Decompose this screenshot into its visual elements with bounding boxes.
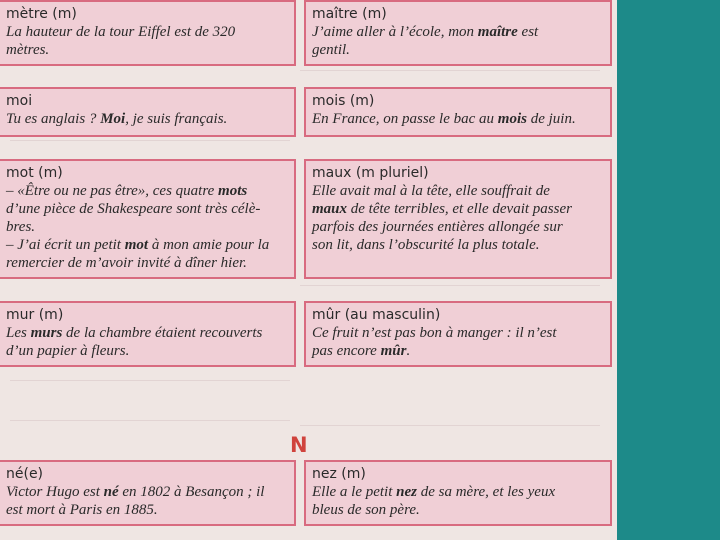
entry-keyword: maux	[312, 201, 348, 217]
entry-example-line: – «Être ou ne pas être», ces quatre mots	[6, 183, 248, 199]
entry-headword: mois (m)	[312, 93, 375, 109]
entry-card-ne	[0, 460, 296, 526]
teal-side-panel	[617, 0, 720, 540]
entry-example-line: – J’ai écrit un petit mot à mon amie pour la	[6, 237, 270, 253]
entry-example-line: est mort à Paris en 1885.	[6, 502, 158, 518]
entry-card-mois	[304, 87, 612, 137]
entry-example-line: Elle avait mal à la tête, elle souffrait de	[312, 183, 550, 199]
entry-keyword: né	[103, 484, 119, 500]
entry-example-line: La hauteur de la tour Eiffel est de 320	[6, 24, 236, 40]
entry-card-maux	[304, 159, 612, 279]
entry-headword: mûr (au masculin)	[312, 307, 441, 323]
section-letter: N	[290, 433, 308, 457]
entry-example-line: Ce fruit n’est pas bon à manger : il n’est	[312, 325, 557, 341]
entry-example-line: Elle a le petit nez de sa mère, et les yeux	[312, 484, 556, 500]
entry-example-line: remercier de m’avoir invité à dîner hier.	[6, 255, 247, 271]
entry-keyword: mûr	[380, 343, 407, 359]
entry-keyword: mot	[124, 237, 149, 253]
entry-headword: mètre (m)	[6, 6, 77, 22]
entry-example-line: En France, on passe le bac au mois de juin.	[312, 111, 576, 127]
entry-headword: né(e)	[6, 466, 44, 482]
entry-card-mur	[0, 301, 296, 367]
entry-headword: mur (m)	[6, 307, 64, 323]
entry-keyword: maître	[477, 24, 518, 40]
entry-keyword: mois	[497, 111, 527, 127]
entry-example-line: Les murs de la chambre étaient recouverts	[6, 325, 263, 341]
entry-headword: mot (m)	[6, 165, 63, 181]
entry-example-line: parfois des journées entières allongée sur	[312, 219, 563, 235]
entry-example-line: pas encore mûr.	[312, 343, 411, 359]
entry-headword: maux (m pluriel)	[312, 165, 429, 181]
entry-card-mot	[0, 159, 296, 279]
entry-keyword: mots	[218, 183, 248, 199]
entry-example-line: mètres.	[6, 42, 50, 58]
entry-card-moi	[0, 87, 296, 137]
entry-example-line: gentil.	[312, 42, 350, 58]
entry-headword: maître (m)	[312, 6, 387, 22]
entry-example-line: d’une pièce de Shakespeare sont très célè-	[6, 201, 261, 217]
entry-example-line: d’un papier à fleurs.	[6, 343, 130, 359]
entry-example-line: son lit, dans l’obscurité la plus totale.	[312, 237, 540, 253]
entry-keyword: nez	[396, 484, 417, 500]
entry-keyword: Moi	[100, 111, 126, 127]
entry-card-nez	[304, 460, 612, 526]
entry-example-line: maux de tête terribles, et elle devait passer	[312, 201, 572, 217]
entry-example-line: Victor Hugo est né en 1802 à Besançon ; il	[6, 484, 265, 500]
entry-card-maitre	[304, 0, 612, 66]
entry-headword: moi	[6, 93, 33, 109]
entry-card-mur-adjective	[304, 301, 612, 367]
entry-card-metre	[0, 0, 296, 66]
entry-example-line: Tu es anglais ? Moi, je suis français.	[6, 111, 228, 127]
entry-headword: nez (m)	[312, 466, 366, 482]
entry-example-line: bleus de son père.	[312, 502, 420, 518]
entry-example-line: bres.	[6, 219, 36, 235]
entry-example-line: J’aime aller à l’école, mon maître est	[312, 24, 539, 40]
entry-keyword: murs	[30, 325, 63, 341]
